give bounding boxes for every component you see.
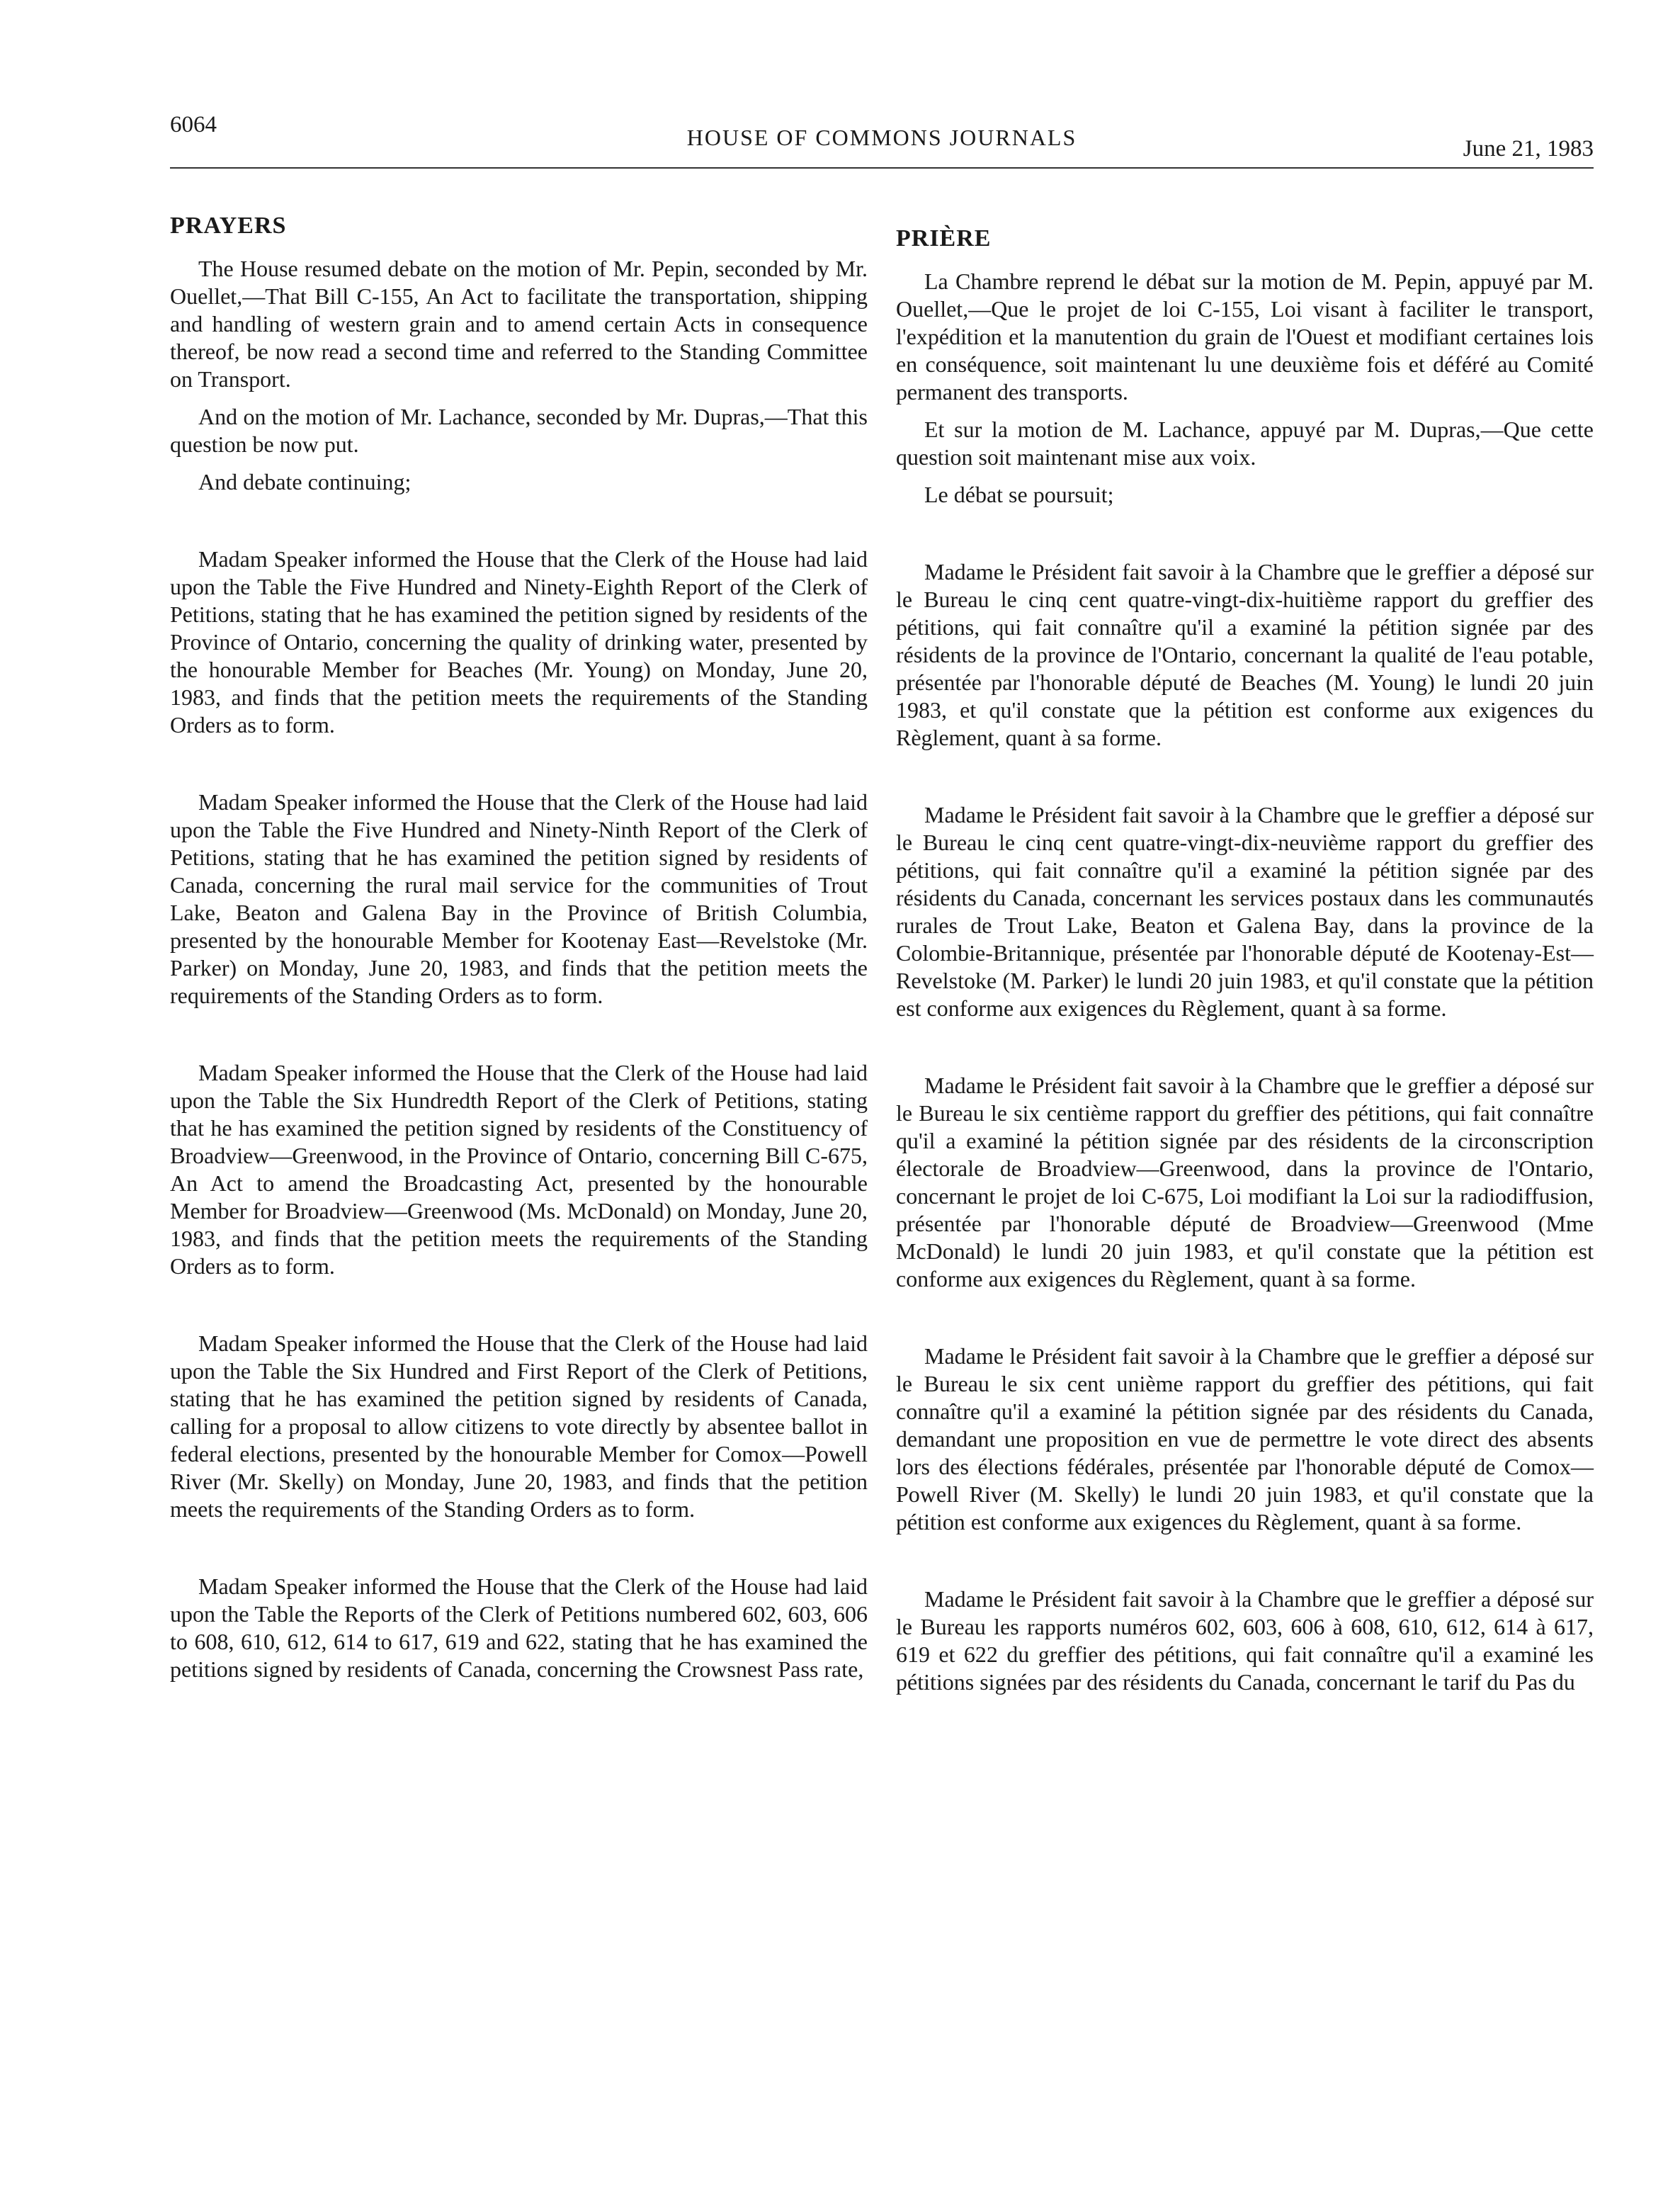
english-column — [170, 213, 868, 1683]
english-paragraph: And debate continuing; — [198, 469, 412, 495]
english-paragraph: Madam Speaker informed the House that the Clerk of the House had laid upon the Table the Five Hundred and Ninety-Ninth Report of the Clerk of Petitions, stating that he has examined the petition signed by residents of Canada, concerning the rural mail service for the communities of Trout Lake, Beaton and Galena Bay in the Province of British Columbia, presented by the honourable Member for Kootenay East—Revelstoke (Mr. Parker) on Monday, June 20, 1983, and finds that the petition meets the requirements of the Standing Orders as to form. — [170, 789, 868, 1008]
journal-title: HOUSE OF COMMONS JOURNALS — [686, 125, 1077, 150]
french-paragraph: Madame le Président fait savoir à la Chambre que le greffier a déposé sur le Bureau le six centième rapport du greffier des pétitions, qui fait connaître qu'il a examiné la pétition signée par des résidents de la circonscription électorale de Broadview—Greenwood, dans la province de l'Ontario, concernant le projet de loi C-675, Loi modifiant la Loi sur la radiodiffusion, présentée par l'honorable député de Broadview—Greenwood (Mme McDonald) le lundi 20 juin 1983, et qu'il constate que la pétition est conforme aux exigences du Règlement, quant à sa forme. — [896, 1073, 1594, 1292]
french-paragraph: La Chambre reprend le débat sur la motion de M. Pepin, appuyé par M. Ouellet,—Que le projet de loi C-155, Loi visant à faciliter le transport, l'expédition et la manutention du grain de l'Ouest et modifiant certaines lois en conséquence, soit maintenant lu une deuxième fois et déféré au Comité permanent des transports. — [896, 269, 1594, 405]
page-date: June 21, 1983 — [1463, 136, 1594, 162]
french-paragraph: Madame le Président fait savoir à la Chambre que le greffier a déposé sur le Bureau les rapports numéros 602, 603, 606 à 608, 610, 612, 614 à 617, 619 et 622 du greffier des pétitions, qui fait connaître qu'il a examiné les pétitions signées par des résidents du Canada, concernant le tarif du Pas du — [896, 1586, 1594, 1695]
french-paragraph: Et sur la motion de M. Lachance, appuyé par M. Dupras,—Que cette question soit maintenant mise aux voix. — [896, 417, 1594, 470]
english-paragraph: The House resumed debate on the motion of Mr. Pepin, seconded by Mr. Ouellet,—That Bill C-155, An Act to facilitate the transportation, shipping and handling of western grain and to amend certain Acts in consequence thereof, be now read a second time and referred to the Standing Committee on Transport. — [170, 256, 868, 392]
french-paragraph: Madame le Président fait savoir à la Chambre que le greffier a déposé sur le Bureau le cinq cent quatre-vingt-dix-huitième rapport du greffier des pétitions, qui fait connaître qu'il a examiné la pétition signée par des résidents de la province de l'Ontario, concernant la qualité de l'eau potable, présentée par l'honorable député de Beaches (M. Young) le lundi 20 juin 1983, et qu'il constate que la pétition est conforme aux exigences du Règlement, quant à sa forme. — [896, 559, 1594, 750]
header-rule — [170, 167, 1594, 169]
french-column — [896, 213, 1594, 1696]
english-paragraph: Madam Speaker informed the House that the Clerk of the House had laid upon the Table the Reports of the Clerk of Petitions numbered 602, 603, 606 to 608, 610, 612, 614 to 617, 619 and 622, stating that he has examined the petitions signed by residents of Canada, concerning the Crowsnest Pass rate, — [170, 1573, 868, 1682]
french-paragraph: Madame le Président fait savoir à la Chambre que le greffier a déposé sur le Bureau le six cent unième rapport du greffier des pétitions, qui fait connaître qu'il a examiné la pétition signée par des résidents du Canada, demandant une proposition en vue de permettre le vote direct des absents lors des élections fédérales, présentée par l'honorable député de Comox—Powell River (M. Skelly) le lundi 20 juin 1983, et qu'il constate que la pétition est conforme aux exigences du Règlement, quant à sa forme. — [896, 1343, 1594, 1535]
english-paragraph: Madam Speaker informed the House that the Clerk of the House had laid upon the Table the Five Hundred and Ninety-Eighth Report of the Clerk of Petitions, stating that he has examined the petition signed by residents of the Province of Ontario, concerning the quality of drinking water, presented by the honourable Member for Beaches (Mr. Young) on Monday, June 20, 1983, and finds that the petition meets the requirements of the Standing Orders as to form. — [170, 546, 868, 738]
english-paragraph: And on the motion of Mr. Lachance, seconded by Mr. Dupras,—That this question be now put. — [170, 404, 868, 457]
french-heading: PRIÈRE — [896, 225, 992, 252]
french-paragraph: Le débat se poursuit; — [924, 482, 1114, 507]
page-header — [170, 112, 1594, 171]
english-paragraph: Madam Speaker informed the House that the Clerk of the House had laid upon the Table the Six Hundredth Report of the Clerk of Petitions, stating that he has examined the petition signed by residents of the Constituency of Broadview—Greenwood, in the Province of Ontario, concerning Bill C-675, An Act to amend the Broadcasting Act, presented by the honourable Member for Broadview—Greenwood (Ms. McDonald) on Monday, June 20, 1983, and finds that the petition meets the requirements of the Standing Orders as to form. — [170, 1060, 868, 1279]
english-heading: PRAYERS — [170, 213, 287, 239]
french-paragraph: Madame le Président fait savoir à la Chambre que le greffier a déposé sur le Bureau le cinq cent quatre-vingt-dix-neuvième rapport du greffier des pétitions, qui fait connaître qu'il a examiné la pétition signée par des résidents du Canada, concernant les services postaux dans les communautés rurales de Trout Lake, Beaton et Galena Bay, dans la province de la Colombie-Britannique, présentée par l'honorable député de Kootenay-Est—Revelstoke (M. Parker) le lundi 20 juin 1983, et qu'il constate que la pétition est conforme aux exigences du Règlement, quant à sa forme. — [896, 802, 1594, 1021]
page-number: 6064 — [170, 112, 217, 137]
english-paragraph: Madam Speaker informed the House that the Clerk of the House had laid upon the Table the Six Hundred and First Report of the Clerk of Petitions, stating that he has examined the petition signed by residents of Canada, calling for a proposal to allow citizens to vote directly by absentee ballot in federal elections, presented by the honourable Member for Comox—Powell River (Mr. Skelly) on Monday, June 20, 1983, and finds that the petition meets the requirements of the Standing Orders as to form. — [170, 1330, 868, 1522]
